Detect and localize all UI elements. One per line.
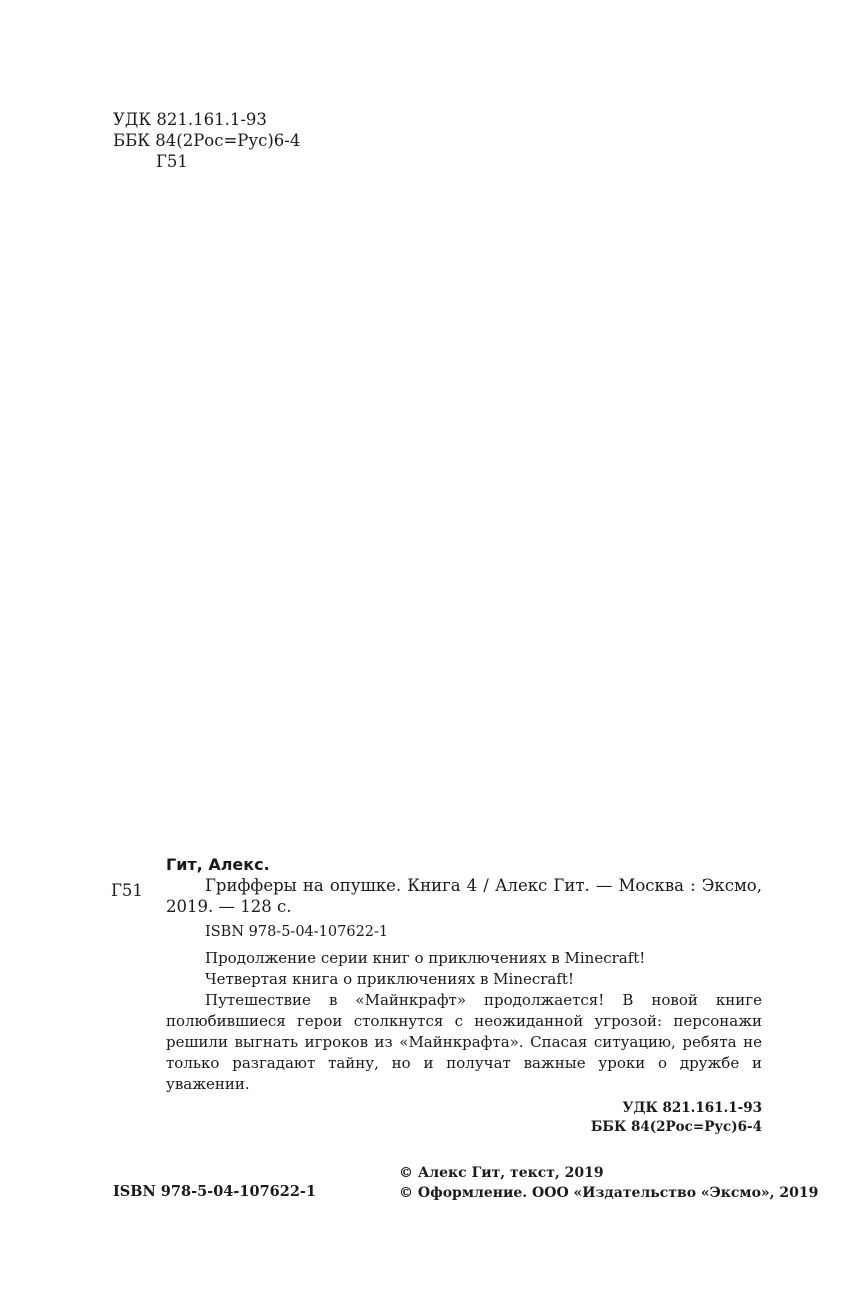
- top-bbk-code: ББК 84(2Рос=Рус)6-4: [113, 131, 301, 150]
- card-description-3: Путешествие в «Майнкрафт» продолжается! В новой книге полюбившиеся герои столкнутся с неожиданной угрозой: персонажи решили выгнать игроков из «Майнкрафта». Спасая ситуацию, ребята не только разгадают тайну, но и получат важные уроки о дружбе и уважении.: [166, 991, 762, 1093]
- copyright-block: [399, 1163, 819, 1203]
- card-description-2: Четвертая книга о приключениях в Minecraft!: [205, 970, 574, 988]
- card-author-mark: Г51: [111, 881, 143, 900]
- top-classification-codes: [113, 109, 300, 172]
- card-author: Гит, Алекс.: [166, 855, 270, 874]
- card-bbk-code: ББК 84(2Рос=Рус)6-4: [590, 1119, 762, 1135]
- top-author-mark: Г51: [156, 152, 188, 171]
- card-title-entry: Грифферы на опушке. Книга 4 / Алекс Гит. — Москва : Эксмо, 2019. — 128 с.: [166, 876, 762, 916]
- card-isbn: ISBN 978-5-04-107622-1: [205, 924, 389, 940]
- card-classification-codes: [166, 1099, 762, 1137]
- card-description-1: Продолжение серии книг о приключениях в Minecraft!: [205, 949, 646, 967]
- copyright-text: © Алекс Гит, текст, 2019: [399, 1165, 604, 1181]
- top-udk-code: УДК 821.161.1-93: [113, 110, 267, 129]
- bottom-isbn: ISBN 978-5-04-107622-1: [113, 1183, 317, 1200]
- card-udk-code: УДК 821.161.1-93: [622, 1100, 762, 1116]
- catalog-card: [166, 854, 762, 1137]
- copyright-design: © Оформление. ООО «Издательство «Эксмо», 2019: [399, 1185, 819, 1201]
